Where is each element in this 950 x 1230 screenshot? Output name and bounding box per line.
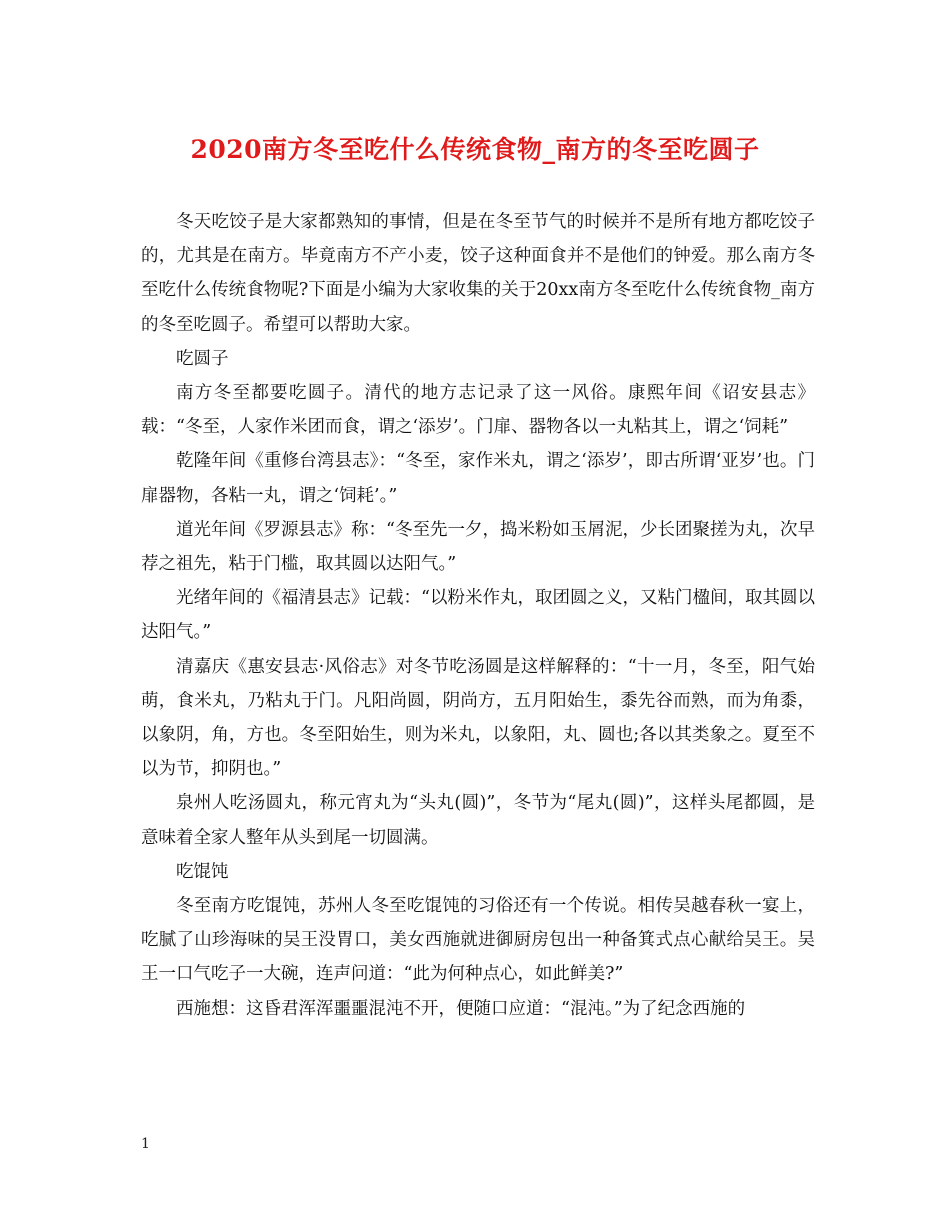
paragraph-fuqing: 光绪年间的《福清县志》记载：“以粉米作丸，取团圆之义，又粘门楹间，取其圆以达阳气。” [141, 588, 815, 643]
paragraph-suzhou: 冬至南方吃馄饨，苏州人冬至吃馄饨的习俗还有一个传说。相传吴越春秋一宴上，吃腻了山珍海味的吴王没胃口，美女西施就进御厨房包出一种备箕式点心献给吴王。吴王一口气吃子一大碗，连声问道：“此为何种点心，如此鲜美?” [141, 896, 815, 985]
paragraph-quanzhou: 泉州人吃汤圆丸，称元宵丸为“头丸(圆)”，冬节为“尾丸(圆)”，这样头尾都圆，是意味着全家人整年从头到尾一切圆满。 [141, 793, 815, 848]
section-heading-yuanzi: 吃圆子 [176, 348, 229, 369]
paragraph-taiwan: 乾隆年间《重修台湾县志》：“冬至，家作米丸，谓之‘添岁’，即古所谓‘亚岁’也。门扉器物，各粘一丸，谓之‘饲耗’。” [141, 451, 815, 506]
paragraph-xishi: 西施想：这昏君浑浑噩噩混沌不开，便随口应道：“混沌。”为了纪念西施的 [176, 998, 746, 1019]
section-heading-huntun: 吃馄饨 [176, 861, 229, 882]
document-body [141, 205, 815, 1026]
paragraph-luoyuan: 道光年间《罗源县志》称：“冬至先一夕，捣米粉如玉屑泥，少长团聚搓为丸，次早荐之祖先，粘于门槛，取其圆以达阳气。” [141, 519, 815, 575]
paragraph-zhaoan: 南方冬至都要吃圆子。清代的地方志记录了这一风俗。康熙年间《诏安县志》载：“冬至，人家作米团而食，谓之‘添岁’。门扉、器物各以一丸粘其上，谓之‘饲耗” [141, 383, 815, 438]
document-title: 2020南方冬至吃什么传统食物_南方的冬至吃圆子 [190, 135, 760, 164]
page-number: 1 [141, 1136, 150, 1152]
paragraph-intro: 冬天吃饺子是大家都熟知的事情，但是在冬至节气的时候并不是所有地方都吃饺子的，尤其是在南方。毕竟南方不产小麦，饺子这种面食并不是他们的钟爱。那么南方冬至吃什么传统食物呢?下面是小编为大家收集的关于20xx南方冬至吃什么传统食物_南方的冬至吃圆子。希望可以帮助大家。 [141, 212, 815, 335]
paragraph-huian: 清嘉庆《惠安县志·风俗志》对冬节吃汤圆是这样解释的：“十一月，冬至，阳气始萌，食米丸，乃粘丸于门。凡阳尚圆，阴尚方，五月阳始生，黍先谷而熟，而为角黍，以象阴，角，方也。冬至阳始生，则为米丸，以象阳，丸、圆也;各以其类象之。夏至不以为节，抑阴也。” [141, 656, 815, 780]
